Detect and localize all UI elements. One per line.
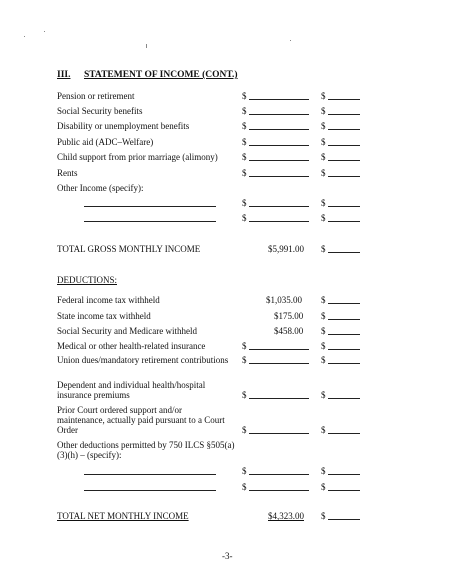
dollar-sign: $ — [321, 152, 326, 162]
amount-blank[interactable] — [328, 363, 360, 364]
scan-speck — [146, 44, 147, 48]
dollar-sign: $ — [321, 198, 326, 208]
dollar-sign: $ — [321, 390, 326, 400]
dollar-sign: $ — [321, 511, 326, 521]
dollar-sign: $ — [321, 326, 326, 336]
dollar-sign: $ — [321, 295, 326, 305]
dollar-sign: $ — [321, 244, 326, 254]
specify-line[interactable] — [84, 474, 216, 475]
dollar-sign: $ — [242, 355, 247, 365]
amount-blank[interactable] — [249, 114, 309, 115]
dollar-sign: $ — [242, 152, 247, 162]
income-label: Public aid (ADC–Welfare) — [57, 137, 154, 147]
dollar-sign: $ — [321, 341, 326, 351]
dollar-sign: $ — [321, 355, 326, 365]
deduction-label: Prior Court ordered support and/or maintenance, actually paid pursuant to a Court Order — [57, 405, 225, 435]
dollar-sign: $ — [321, 311, 326, 321]
scan-speck — [290, 40, 291, 41]
amount-blank[interactable] — [249, 398, 309, 399]
amount-blank[interactable] — [328, 129, 360, 130]
income-label: Pension or retirement — [57, 91, 135, 101]
amount-blank[interactable] — [249, 433, 309, 434]
total-gross-amount: $5,991.00 — [268, 244, 304, 254]
scan-speck — [44, 31, 45, 32]
dollar-sign: $ — [242, 390, 247, 400]
page-number: -3- — [222, 551, 233, 561]
income-label: Social Security benefits — [57, 106, 143, 116]
dollar-sign: $ — [242, 482, 247, 492]
section-title: STATEMENT OF INCOME (CONT.) — [84, 70, 238, 80]
dollar-sign: $ — [321, 121, 326, 131]
amount-blank[interactable] — [328, 176, 360, 177]
deduction-label: Dependent and individual health/hospital insurance premiums — [57, 380, 206, 400]
specify-line[interactable] — [84, 221, 216, 222]
dollar-sign: $ — [242, 425, 247, 435]
deductions-heading: DEDUCTIONS: — [57, 275, 117, 285]
deduction-label: Medical or other health-related insurance — [57, 341, 206, 351]
amount-blank[interactable] — [328, 252, 360, 253]
dollar-sign: $ — [321, 168, 326, 178]
amount-blank[interactable] — [328, 319, 360, 320]
deduction-amount: $175.00 — [274, 311, 304, 321]
amount-blank[interactable] — [328, 349, 360, 350]
amount-blank[interactable] — [249, 145, 309, 146]
total-net-label: TOTAL NET MONTHLY INCOME — [57, 511, 189, 521]
amount-blank[interactable] — [249, 221, 309, 222]
amount-blank[interactable] — [328, 519, 360, 520]
total-net-amount: $4,323.00 — [268, 511, 304, 521]
amount-blank[interactable] — [249, 363, 309, 364]
amount-blank[interactable] — [328, 206, 360, 207]
amount-blank[interactable] — [328, 99, 360, 100]
amount-blank[interactable] — [249, 160, 309, 161]
amount-blank[interactable] — [328, 145, 360, 146]
dollar-sign: $ — [242, 137, 247, 147]
income-label: Child support from prior marriage (alimony) — [57, 152, 218, 162]
dollar-sign: $ — [321, 425, 326, 435]
dollar-sign: $ — [321, 137, 326, 147]
amount-blank[interactable] — [328, 398, 360, 399]
dollar-sign: $ — [242, 198, 247, 208]
specify-line[interactable] — [84, 206, 216, 207]
amount-blank[interactable] — [328, 160, 360, 161]
amount-blank[interactable] — [328, 334, 360, 335]
income-label: Disability or unemployment benefits — [57, 121, 190, 131]
amount-blank[interactable] — [249, 206, 309, 207]
dollar-sign: $ — [321, 466, 326, 476]
scan-speck — [24, 36, 25, 37]
dollar-sign: $ — [242, 341, 247, 351]
deduction-amount: $1,035.00 — [266, 295, 302, 305]
amount-blank[interactable] — [328, 474, 360, 475]
amount-blank[interactable] — [249, 99, 309, 100]
amount-blank[interactable] — [328, 490, 360, 491]
dollar-sign: $ — [321, 91, 326, 101]
section-number: III. — [57, 70, 71, 80]
dollar-sign: $ — [242, 121, 247, 131]
amount-blank[interactable] — [328, 221, 360, 222]
specify-line[interactable] — [84, 490, 216, 491]
amount-blank[interactable] — [328, 433, 360, 434]
dollar-sign: $ — [321, 213, 326, 223]
total-gross-label: TOTAL GROSS MONTHLY INCOME — [57, 244, 201, 254]
amount-blank[interactable] — [249, 490, 309, 491]
amount-blank[interactable] — [328, 303, 360, 304]
amount-blank[interactable] — [249, 129, 309, 130]
dollar-sign: $ — [242, 168, 247, 178]
dollar-sign: $ — [242, 91, 247, 101]
dollar-sign: $ — [321, 106, 326, 116]
other-income-label: Other Income (specify): — [57, 183, 144, 193]
amount-blank[interactable] — [249, 176, 309, 177]
dollar-sign: $ — [242, 213, 247, 223]
deduction-label: Union dues/mandatory retirement contributions — [57, 355, 229, 365]
deduction-label: Social Security and Medicare withheld — [57, 326, 197, 336]
deduction-amount: $458.00 — [274, 326, 304, 336]
income-label: Rents — [57, 168, 78, 178]
deduction-label: State income tax withheld — [57, 311, 151, 321]
amount-blank[interactable] — [328, 114, 360, 115]
dollar-sign: $ — [242, 466, 247, 476]
dollar-sign: $ — [242, 106, 247, 116]
dollar-sign: $ — [321, 482, 326, 492]
deduction-label: Federal income tax withheld — [57, 295, 160, 305]
amount-blank[interactable] — [249, 474, 309, 475]
amount-blank[interactable] — [249, 349, 309, 350]
deduction-label: Other deductions permitted by 750 ILCS §505(a)(3)(h) – (specify): — [57, 440, 235, 460]
